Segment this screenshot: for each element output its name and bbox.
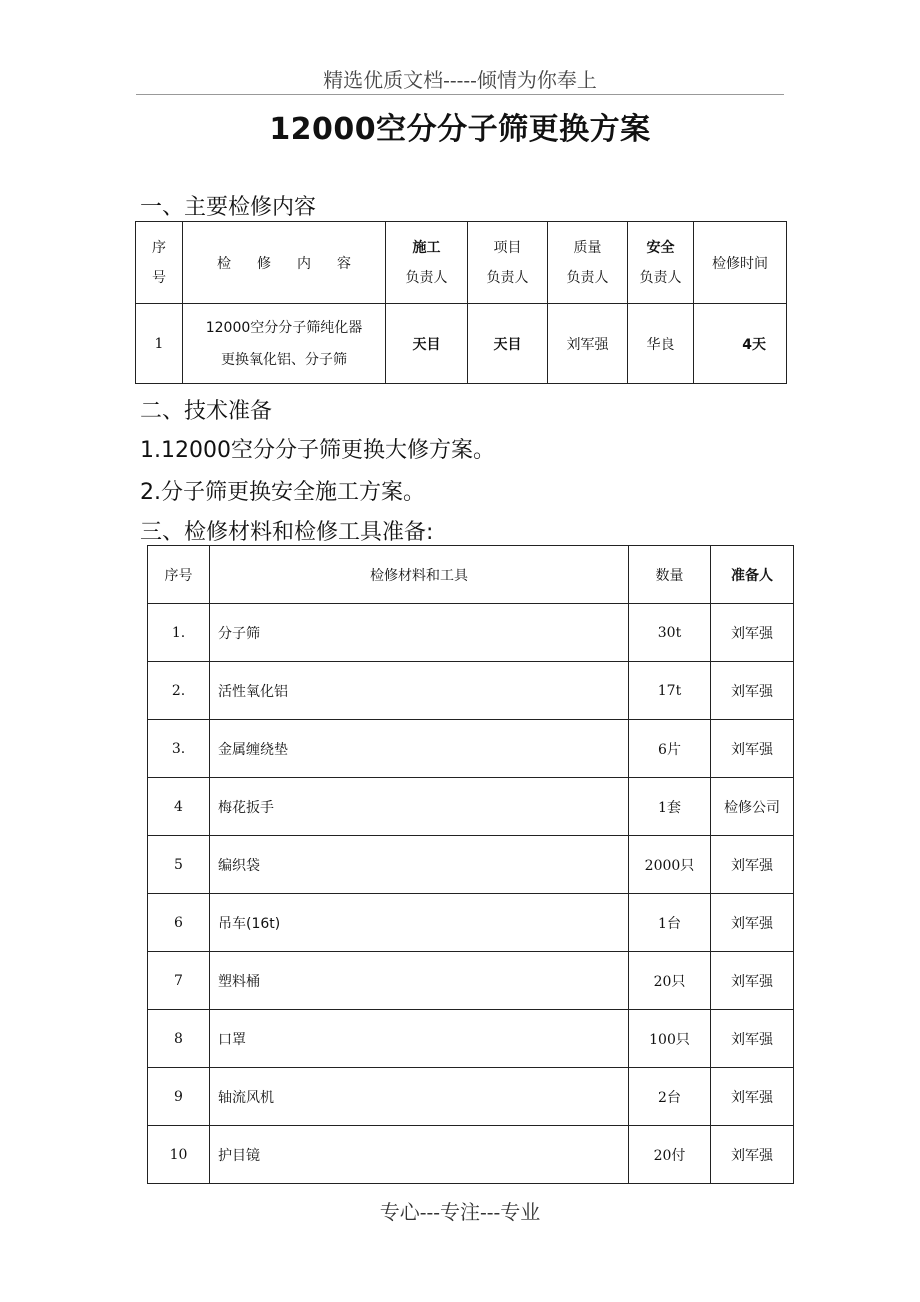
cell-name: 吊车(16t)	[210, 894, 629, 952]
table-row	[148, 894, 794, 952]
cell-owner: 刘军强	[711, 1068, 794, 1126]
table-row	[148, 1010, 794, 1068]
page-footer: 专心---专注---专业	[379, 1200, 541, 1224]
cell-name: 轴流风机	[210, 1068, 629, 1126]
cell-owner: 检修公司	[711, 778, 794, 836]
cell-seq: 10	[148, 1126, 210, 1184]
cell-seq: 1.	[148, 604, 210, 662]
cell-owner: 刘军强	[711, 662, 794, 720]
cell-content: 12000空分分子筛纯化器 更换氧化铝、分子筛	[183, 304, 386, 384]
cell-seq: 2.	[148, 662, 210, 720]
col-content: 检修内容	[183, 222, 386, 304]
cell-construction-lead: 天目	[386, 304, 468, 384]
section2-item-1: 1.12000空分分子筛更换大修方案。	[140, 438, 495, 463]
section3-heading: 三、检修材料和检修工具准备:	[140, 520, 434, 545]
cell-seq: 3.	[148, 720, 210, 778]
materials-table-body	[148, 604, 794, 1184]
cell-name: 护目镜	[210, 1126, 629, 1184]
cell-seq: 1	[136, 304, 183, 384]
cell-name: 编织袋	[210, 836, 629, 894]
cell-quality-lead: 刘军强	[548, 304, 628, 384]
cell-qty: 2000只	[629, 836, 711, 894]
cell-qty: 20付	[629, 1126, 711, 1184]
cell-qty: 30t	[629, 604, 711, 662]
cell-name: 活性氧化铝	[210, 662, 629, 720]
cell-safety-lead: 华良	[628, 304, 694, 384]
cell-qty: 1套	[629, 778, 711, 836]
cell-owner: 刘军强	[711, 720, 794, 778]
cell-name: 塑料桶	[210, 952, 629, 1010]
cell-owner: 刘军强	[711, 604, 794, 662]
materials-tools-table	[147, 545, 794, 1184]
table-row	[148, 836, 794, 894]
cell-owner: 刘军强	[711, 836, 794, 894]
cell-qty: 1台	[629, 894, 711, 952]
cell-project-lead: 天目	[468, 304, 548, 384]
table-row	[148, 1068, 794, 1126]
col-time: 检修时间	[694, 222, 787, 304]
cell-time: 4天	[694, 304, 787, 384]
table-row	[148, 1126, 794, 1184]
cell-name: 金属缠绕垫	[210, 720, 629, 778]
table-row	[148, 778, 794, 836]
page-header: 精选优质文档-----倾情为你奉上	[323, 68, 597, 92]
header-divider	[136, 94, 784, 95]
col-seq: 序 号	[136, 222, 183, 304]
cell-seq: 9	[148, 1068, 210, 1126]
col-construction-lead: 施工 负责人	[386, 222, 468, 304]
col-qty: 数量	[629, 546, 711, 604]
cell-seq: 5	[148, 836, 210, 894]
document-title: 12000空分分子筛更换方案	[269, 112, 651, 147]
table-row	[148, 662, 794, 720]
table-header-row	[136, 222, 787, 304]
cell-name: 梅花扳手	[210, 778, 629, 836]
table-row	[136, 304, 787, 384]
cell-owner: 刘军强	[711, 1126, 794, 1184]
section2-heading: 二、技术准备	[140, 399, 273, 424]
col-project-lead: 项目 负责人	[468, 222, 548, 304]
col-owner: 准备人	[711, 546, 794, 604]
cell-qty: 20只	[629, 952, 711, 1010]
col-seq: 序号	[148, 546, 210, 604]
cell-owner: 刘军强	[711, 952, 794, 1010]
cell-seq: 7	[148, 952, 210, 1010]
cell-name: 口罩	[210, 1010, 629, 1068]
cell-owner: 刘军强	[711, 1010, 794, 1068]
cell-seq: 8	[148, 1010, 210, 1068]
table-row	[148, 952, 794, 1010]
table-row	[148, 604, 794, 662]
table-header-row	[148, 546, 794, 604]
cell-name: 分子筛	[210, 604, 629, 662]
section2-item-2: 2.分子筛更换安全施工方案。	[140, 480, 425, 505]
cell-qty: 2台	[629, 1068, 711, 1126]
cell-owner: 刘军强	[711, 894, 794, 952]
cell-qty: 17t	[629, 662, 711, 720]
cell-seq: 6	[148, 894, 210, 952]
col-safety-lead: 安全 负责人	[628, 222, 694, 304]
section1-heading: 一、主要检修内容	[140, 195, 317, 220]
table-row	[148, 720, 794, 778]
col-quality-lead: 质量 负责人	[548, 222, 628, 304]
maintenance-content-table	[135, 221, 787, 384]
cell-seq: 4	[148, 778, 210, 836]
cell-qty: 100只	[629, 1010, 711, 1068]
col-name: 检修材料和工具	[210, 546, 629, 604]
cell-qty: 6片	[629, 720, 711, 778]
